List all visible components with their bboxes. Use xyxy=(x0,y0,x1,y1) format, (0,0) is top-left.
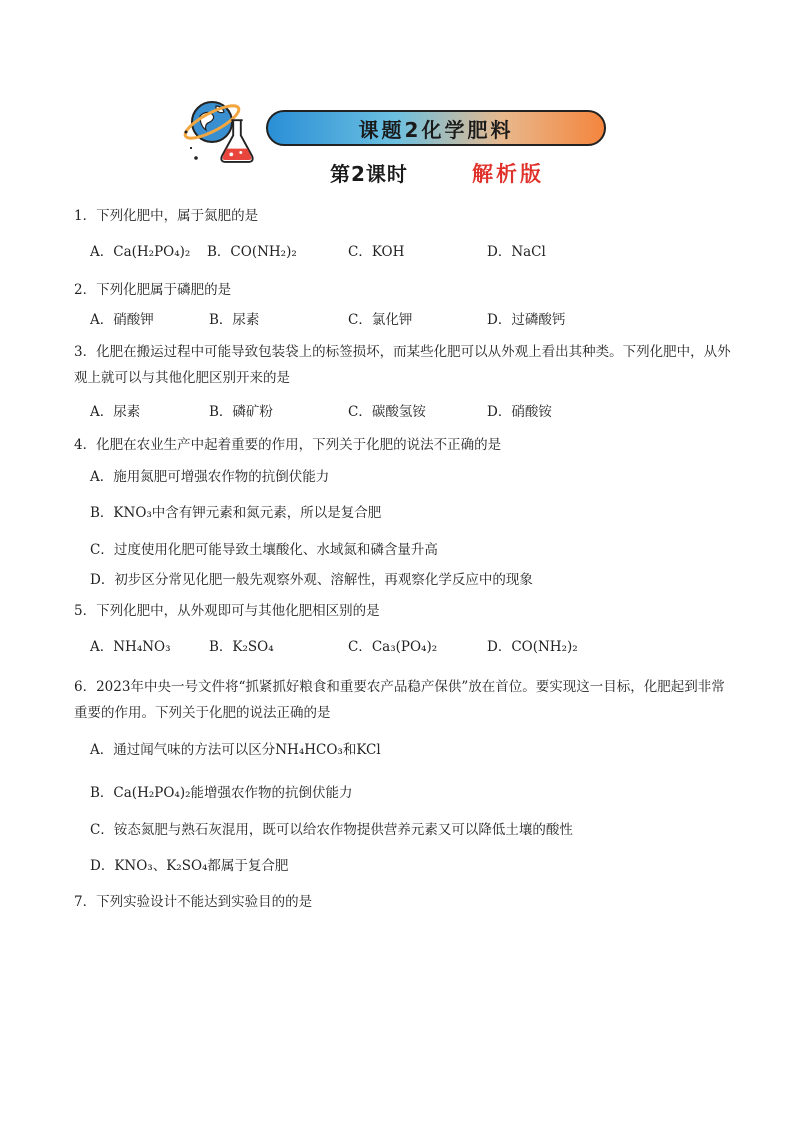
question-2-option-a: A．硝酸钾 xyxy=(90,312,154,328)
question-5-stem: 5．下列化肥中，从外观即可与其他化肥相区别的是 xyxy=(74,603,380,619)
question-4-option-a: A．施用氮肥可增强农作物的抗倒伏能力 xyxy=(90,469,330,485)
question-1-stem: 1．下列化肥中，属于氮肥的是 xyxy=(74,208,259,224)
flask-icon xyxy=(218,118,256,166)
question-6-stem: 6．2023年中央一号文件将“抓紧抓好粮食和重要农产品稳产保供”放在首位。要实现这一目标，化肥起到非常重要的作用。下列关于化肥的说法正确的是 xyxy=(74,679,725,721)
question-5-option-c: C．Ca₃(PO₄)₂ xyxy=(348,639,438,655)
question-1-option-b: B．CO(NH₂)₂ xyxy=(207,244,297,260)
question-2-option-c: C．氯化钾 xyxy=(348,312,413,328)
question-4-option-c: C．过度使用化肥可能导致土壤酸化、水域氮和磷含量升高 xyxy=(90,542,438,558)
question-4-option-b: B．KNO₃中含有钾元素和氮元素，所以是复合肥 xyxy=(90,505,382,521)
question-1-option-c: C．KOH xyxy=(348,244,405,260)
question-2-stem: 2．下列化肥属于磷肥的是 xyxy=(74,282,232,298)
question-5-option-b: B．K₂SO₄ xyxy=(209,639,274,655)
question-3-option-b: B．磷矿粉 xyxy=(209,404,273,420)
question-3-option-d: D．硝酸铵 xyxy=(487,404,552,420)
question-1-option-a: A．Ca(H₂PO₄)₂ xyxy=(90,244,191,260)
question-3-option-c: C．碳酸氢铵 xyxy=(348,404,426,420)
question-1-option-d: D．NaCl xyxy=(487,244,546,260)
version-label: 解析版 xyxy=(472,162,544,186)
question-6-option-c: C．铵态氮肥与熟石灰混用，既可以给农作物提供营养元素又可以降低土壤的酸性 xyxy=(90,822,573,838)
question-3-stem: 3．化肥在搬运过程中可能导致包装袋上的标签损坏，而某些化肥可以从外观上看出其种类。下列化肥中，从外观上就可以与其他化肥区别开来的是 xyxy=(74,344,731,386)
question-6-option-d: D．KNO₃、K₂SO₄都属于复合肥 xyxy=(90,858,289,874)
page-title: 课题2化学肥料 xyxy=(358,117,514,142)
question-5-option-a: A．NH₄NO₃ xyxy=(90,639,171,655)
question-4-stem: 4．化肥在农业生产中起着重要的作用，下列关于化肥的说法不正确的是 xyxy=(74,437,502,453)
question-6-option-a: A．通过闻气味的方法可以区分NH₄HCO₃和KCl xyxy=(90,742,381,758)
question-6-option-b: B．Ca(H₂PO₄)₂能增强农作物的抗倒伏能力 xyxy=(90,785,353,801)
lesson-subtitle: 第2课时 xyxy=(330,162,408,186)
question-2-option-b: B．尿素 xyxy=(209,312,260,328)
question-4-option-d: D．初步区分常见化肥一般先观察外观、溶解性，再观察化学反应中的现象 xyxy=(90,572,533,588)
question-5-option-d: D．CO(NH₂)₂ xyxy=(487,639,578,655)
question-2-option-d: D．过磷酸钙 xyxy=(487,312,566,328)
title-banner xyxy=(266,110,606,146)
question-3-option-a: A．尿素 xyxy=(90,404,141,420)
question-7-stem: 7．下列实验设计不能达到实验目的的是 xyxy=(74,894,313,910)
